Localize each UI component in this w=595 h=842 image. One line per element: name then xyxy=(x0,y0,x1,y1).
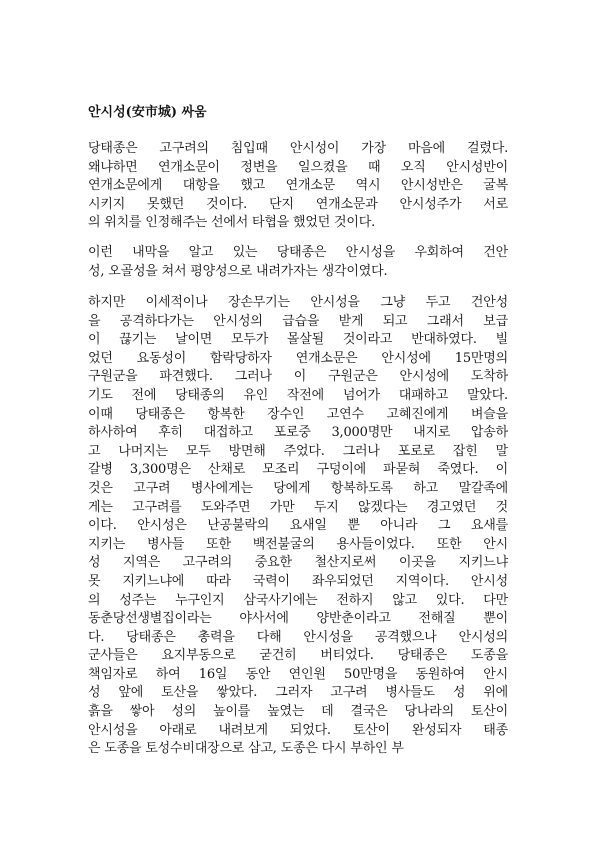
text-line: 이때 당태종은 항복한 장수인 고연수 고혜진에게 벼슬을 xyxy=(88,406,508,422)
text-line: 성 지역은 고구려의 중요한 철산지로써 이곳을 지키느냐 xyxy=(88,555,508,571)
text-line: 갈병 3,300명은 산채로 모조리 구덩이에 파묻혀 죽였다. 이 xyxy=(88,462,508,478)
text-line: 하사하여 후히 대접하고 포로중 3,000명만 내지로 압송하 xyxy=(88,425,508,441)
document-title: 안시성(安市城) 싸움 xyxy=(88,105,207,120)
text-line: 고 나머지는 모두 방면해 주었다. 그러나 포로로 잡힌 말 xyxy=(88,443,508,459)
text-line: 기도 전에 당태종의 유인 작전에 넘어가 대패하고 말았다. xyxy=(88,387,508,403)
text-line: 것은 고구려 병사에게는 당에게 항복하도록 하고 말갈족에 xyxy=(88,480,508,496)
text-line: 책임자로 하여 16일 동안 연인원 50만명을 동원하여 안시 xyxy=(88,666,508,682)
text-line: 지키는 병사들 또한 백전불굴의 용사들이었다. 또한 안시 xyxy=(88,536,508,552)
paragraph-2 xyxy=(88,244,508,281)
text-line: 군사들은 요지부동으로 굳건히 버티었다. 당태종은 도종을 xyxy=(88,648,508,664)
text-line: 시키지 못했던 것이다. 단지 연개소문과 안시성주가 서로 xyxy=(88,196,508,212)
paragraph-1 xyxy=(88,140,508,233)
text-line: 구원군을 파견했다. 그러나 이 구원군은 안시성에 도착하 xyxy=(88,369,508,385)
text-line: 못 지키느냐에 따라 국력이 좌우되었던 지역이다. 안시성 xyxy=(88,573,508,589)
text-line: 은 도종을 토성수비대장으로 삼고, 도종은 다시 부하인 부 xyxy=(88,741,404,757)
text-line: 을 공격하다가는 안시성의 급습을 받게 되고 그래서 보급 xyxy=(88,313,508,329)
text-line: 었던 요동성이 함락당하자 연개소문은 안시성에 15만명의 xyxy=(88,350,508,366)
text-line: 왜냐하면 연개소문이 정변을 일으켰을 때 오직 안시성반이 xyxy=(88,159,508,175)
text-line: 하지만 이세적이나 장손무기는 안시성을 그냥 두고 건안성 xyxy=(88,295,508,310)
text-line: 연개소문에게 대항을 했고 연개소문 역시 안시성반은 굴복 xyxy=(88,178,508,194)
text-line: 당태종은 고구려의 침입때 안시성이 가장 마음에 걸렸다. xyxy=(88,141,508,156)
text-line: 의 위치를 인정해주는 선에서 타협을 했었던 것이다. xyxy=(88,215,376,231)
text-line: 성, 오골성을 쳐서 평양성으로 내려가자는 생각이였다. xyxy=(88,263,388,279)
paragraph-3 xyxy=(88,294,508,759)
text-line: 이다. 안시성은 난공불락의 요새일 뿐 아니라 그 요새를 xyxy=(88,518,508,534)
text-line: 다. 당태종은 총력을 다해 안시성을 공격했으나 안시성의 xyxy=(88,629,508,645)
text-line: 성 앞에 토산을 쌓았다. 그러자 고구려 병사들도 성 위에 xyxy=(88,685,508,701)
text-line: 안시성을 아래로 내려보게 되었다. 토산이 완성되자 태종 xyxy=(88,722,508,738)
text-line: 흙을 쌓아 성의 높이를 높였는 데 결국은 당나라의 토산이 xyxy=(88,704,508,720)
text-line: 동춘당선생별집이라는 야사서에 양반춘이라고 전해질 뿐이 xyxy=(88,611,508,627)
text-line: 게는 고구려를 도와주면 가만 두지 않겠다는 경고였던 것 xyxy=(88,499,508,515)
text-line: 이 끊기는 날이면 모두가 몰살될 것이라고 반대하였다. 빌 xyxy=(88,332,508,348)
text-line: 의 성주는 누구인지 삼국사기에는 전하지 않고 있다. 다만 xyxy=(88,592,508,608)
text-line: 이런 내막을 알고 있는 당태종은 안시성을 우회하여 건안 xyxy=(88,245,508,260)
